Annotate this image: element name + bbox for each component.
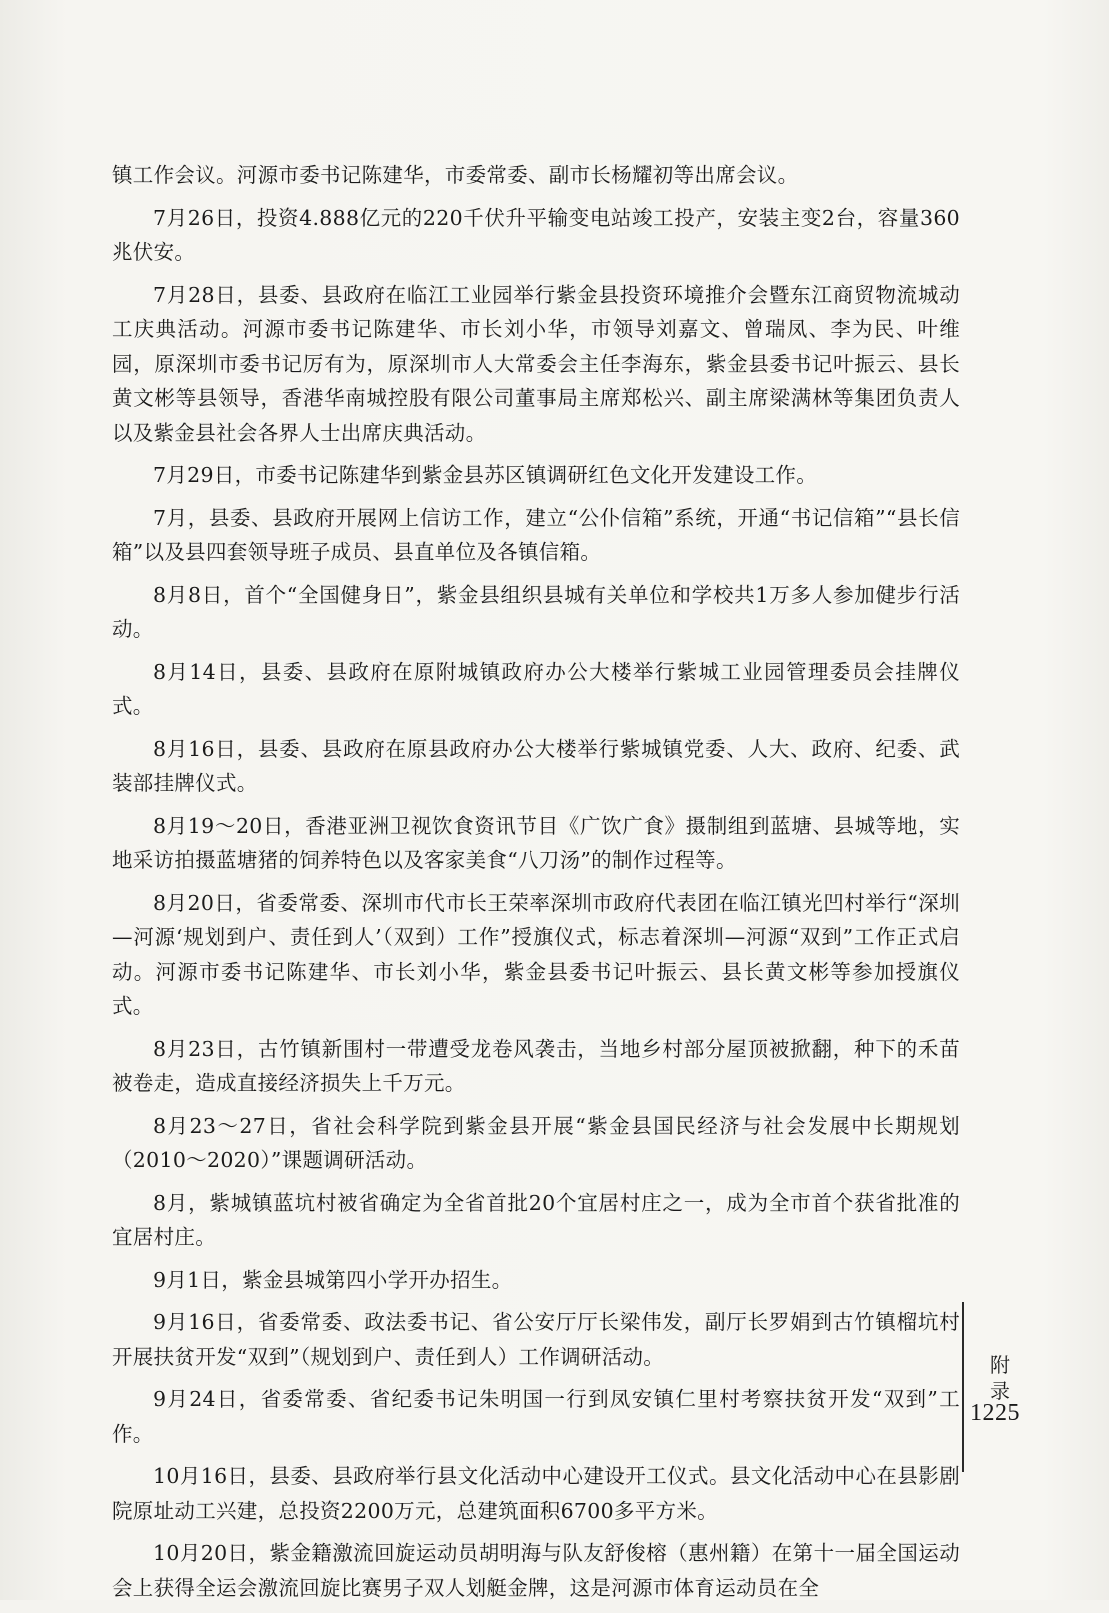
chronicle-entry: 7月，县委、县政府开展网上信访工作，建立“公仆信箱”系统，开通“书记信箱”“县长信箱”以及县四套领导班子成员、县直单位及各镇信箱。 — [112, 505, 960, 564]
chronicle-entry: 7月29日，市委书记陈建华到紫金县苏区镇调研红色文化开发建设工作。 — [153, 463, 818, 487]
chronicle-entry: 8月23日，古竹镇新围村一带遭受龙卷风袭击，当地乡村部分屋顶被掀翻，种下的禾苗被卷走，造成直接经济损失上千万元。 — [112, 1036, 960, 1095]
chronicle-entry: 10月20日，紫金籍激流回旋运动员胡明海与队友舒俊榕（惠州籍）在第十一届全国运动会上获得全运会激流回旋比赛男子双人划艇金牌，这是河源市体育运动员在全 — [112, 1541, 960, 1600]
chronicle-entry: 8月19～20日，香港亚洲卫视饮食资讯节目《广饮广食》摄制组到蓝塘、县城等地，实地采访拍摄蓝塘猪的饲养特色以及客家美食“八刀汤”的制作过程等。 — [112, 813, 960, 872]
chronicle-entry: 10月16日，县委、县政府举行县文化活动中心建设开工仪式。县文化活动中心在县影剧院原址动工兴建，总投资2200万元，总建筑面积6700多平方米。 — [112, 1464, 960, 1523]
chronicle-entry: 8月8日，首个“全国健身日”，紫金县组织县城有关单位和学校共1万多人参加健步行活动。 — [112, 582, 960, 641]
section-label: 附录 — [990, 1353, 1010, 1403]
chronicle-entry: 8月16日，县委、县政府在原县政府办公大楼举行紫城镇党委、人大、政府、纪委、武装部挂牌仪式。 — [112, 736, 960, 795]
margin-rule — [962, 1302, 964, 1472]
chronicle-entry: 镇工作会议。河源市委书记陈建华，市委常委、副市长杨耀初等出席会议。 — [112, 163, 799, 187]
chronicle-entry: 8月14日，县委、县政府在原附城镇政府办公大楼举行紫城工业园管理委员会挂牌仪式。 — [112, 659, 960, 718]
page-number: 1225 — [970, 1400, 1020, 1426]
chronicle-entry: 9月24日，省委常委、省纪委书记朱明国一行到凤安镇仁里村考察扶贫开发“双到”工作。 — [112, 1387, 960, 1446]
chronicle-entry: 8月，紫城镇蓝坑村被省确定为全省首批20个宜居村庄之一，成为全市首个获省批准的宜居村庄。 — [112, 1190, 960, 1249]
chronicle-entry: 7月26日，投资4.888亿元的220千伏升平输变电站竣工投产，安装主变2台，容量360兆伏安。 — [112, 205, 960, 264]
chronicle-text — [112, 158, 960, 1613]
chronicle-entry: 9月1日，紫金县城第四小学开办招生。 — [153, 1267, 513, 1292]
chronicle-entry: 7月28日，县委、县政府在临江工业园举行紫金县投资环境推介会暨东江商贸物流城动工庆典活动。河源市委书记陈建华、市长刘小华，市领导刘嘉文、曾瑞凤、李为民、叶维园，原深圳市委书记厉有为，原深圳市人大常委会主任李海东，紫金县委书记叶振云、县长黄文彬等县领导，香港华南城控股有限公司董事局主席郑松兴、副主席梁满林等集团负责人以及紫金县社会各界人士出席庆典活动。 — [112, 282, 960, 445]
chronicle-entry: 8月23～27日，省社会科学院到紫金县开展“紫金县国民经济与社会发展中长期规划（2010～2020）”课题调研活动。 — [112, 1113, 960, 1172]
chronicle-entry: 9月16日，省委常委、政法委书记、省公安厅厅长梁伟发，副厅长罗娟到古竹镇榴坑村开展扶贫开发“双到”（规划到户、责任到人）工作调研活动。 — [112, 1310, 960, 1369]
chronicle-entry: 8月20日，省委常委、深圳市代市长王荣率深圳市政府代表团在临江镇光凹村举行“深圳—河源‘规划到户、责任到人’（双到）工作”授旗仪式，标志着深圳—河源“双到”工作正式启动。河源市委书记陈建华、市长刘小华，紫金县委书记叶振云、县长黄文彬等参加授旗仪式。 — [112, 890, 960, 1018]
